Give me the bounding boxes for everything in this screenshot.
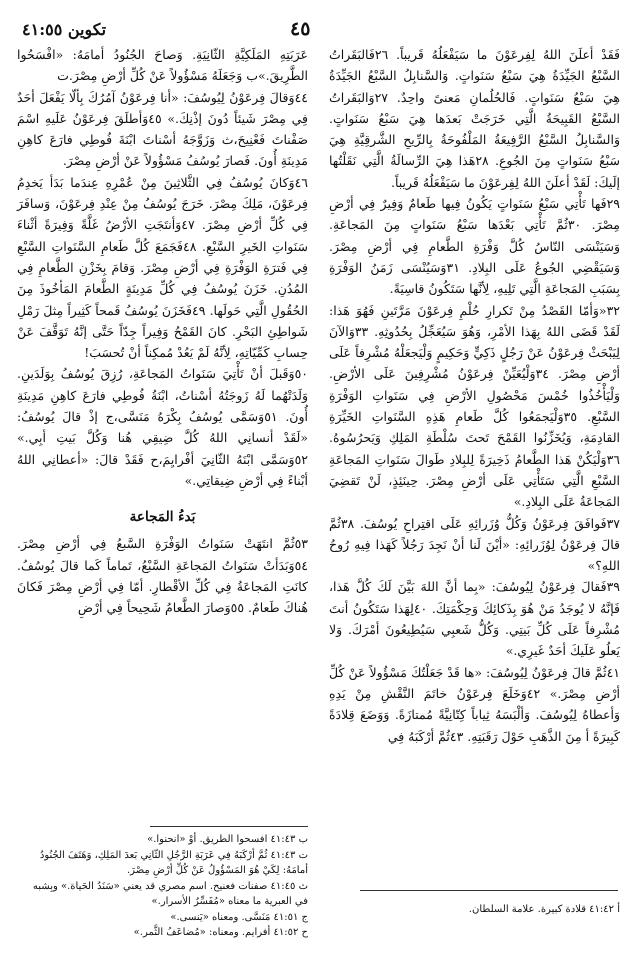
- paragraph: ٣٧فَوافَقَ فِرعَوْنُ وَكُلُّ وُزَرائِهِ عَلَى اقتِراحِ يُوسُفَ. ٣٨ثُمَّ قالَ فِرعَوْنُ لِوُزَرائِهِ: «أيْنَ لَنا أنْ نَجِدَ رَجُلاً كَهَذا فِيهِ رُوحُ اللهِ؟»: [329, 515, 620, 574]
- chapter-reference: تكوين ٤١:٥٥: [22, 20, 107, 39]
- footnote: ح ٤١:٥٢ أفرايم. ومعناه: «مُضاعَفُ الثَّمر.»: [133, 927, 308, 938]
- paragraph: ٤١ثُمَّ قالَ فِرعَوْنُ لِيُوسُفَ: «ها قَدْ جَعَلْتُكَ مَسْؤُولاً عَنْ كُلِّ أرْضِ مِصْرَ.» ٤٢وَخَلَعَ فِرعَوْنُ خاتَمَ النَّقْشِ مِنْ يَدِهِ وَأعطاهُ لِيُوسُفَ. وَألْبَسَهُ ثِياباً كِتّانِيَّةً مُمتازَةً. وَوَضَعَ قِلادَةً كَبِيرَةً أ مِنَ الذَّهَبِ حَوْلَ رَقَبَتِهِ. ٤٣ثُمَّ أرْكَبَهُ فِي: [329, 664, 620, 744]
- paragraph: ٤٤وَقالَ فِرعَوْنُ لِيُوسُفَ: «أنا فِرعَوْنُ آمُرُكَ بِألّا يَفْعَلَ أحَدٌ فِي مِصْرَ شَيئاً دُونَ إذْنِكَ.» ٤٥وَأطلَقَ فِرعَوْنُ عَلَيهِ اسْمَ صَفْناتَ فَعْنِيحَ،ث وَزَوَّجَهُ أسْناتَ ابْنَةَ فُوطِي فارَعَ كاهِنِ مَدِينَةِ أُونَ. فَصارَ يُوسُفُ مَسْؤُولاً عَنْ أرْضِ مِصْرَ.: [17, 89, 308, 169]
- left-footnotes: [17, 832, 308, 941]
- left-column: [17, 44, 308, 618]
- footnote: ث ٤١:٤٥ صفنات فعنيح. اسم مصري قد يعني «سَنَدُ الحَياة.» وبِشبه في العبرية ما معناه «مُفَسِّرُ الأسرار.»: [32, 880, 308, 907]
- paragraph: عَرَبَتِهِ المَلَكِيَّةِ الثّانِيَةِ. وَصاحَ الجُنُودُ أمامَهُ: «افْسَحُوا الطَّرِيقَ.»ب وَجَعَلَهُ مَسْؤُولاً عَنْ كُلِّ أرْضِ مِصْرَ.ت: [17, 47, 308, 84]
- paragraph: ٥٣ثُمَّ انتَهَتْ سَنَواتُ الوَفْرَةِ السَّبعُ فِي أرْضِ مِصْرَ. ٥٤وَبَدَأتْ سَنَواتُ المَجاعَةِ السَّبْعُ، تَماماً كَما قالَ يُوسُفُ. كانَتِ المَجاعَةُ فِي كُلِّ الأقْطارِ. أمّا فِي أرْضِ مِصْرَ فَكانَ هُناكَ طَعامٌ. ٥٥وَصارَ الطَّعامُ شَحِيحاً فِي أرْضِ: [17, 536, 308, 616]
- section-heading: بَدءُ المَجاعة: [129, 509, 196, 526]
- footnote: ب ٤١:٤٣ افسحوا الطريق. أوْ «انحنوا.»: [147, 834, 308, 845]
- right-column: [329, 44, 620, 747]
- paragraph: ٥٠وَقَبلَ أنْ تَأْتِيَ سَنَواتُ المَجاعَةِ، رُزِقَ يُوسُفُ بِوَلَدَينِ. وَلَدَتْهُما لَهُ زَوجَتُهُ أسْناتُ، ابْنَةُ فُوطِي فارَعَ كاهِنِ مَدِينَةِ أُونَ. ٥١وَسَمَّى يُوسُفُ بِكْرَهُ مَنَسَّى،ج إذْ قالَ يُوسُفُ: «لَقَدْ أنسانِي اللهُ كُلَّ ضِيقِي هُنا وَكُلَّ بَيتِ أبِي.» ٥٢وَسَمَّى ابْنَهُ الثّانِيَ أفْرايِمَ،ح فَقَدْ قالَ: «أعطانِي اللهُ أبْناءً فِي أرْضِ ضِيقاتِي.»: [17, 366, 308, 488]
- paragraph: ٣٢«وَأمّا القَصْدُ مِنْ تَكرارِ حُلْمِ فِرعَوْنَ مَرَّتَينِ فَهُوَ هَذا: لَقَدْ قَضَى اللهُ بِهَذا الأمْرِ، وَهُوَ سَيُعَجِّلُ بِحُدُوثِهِ. ٣٣وَالآنَ لِيَبْحَثْ فِرعَوْنُ عَنْ رَجُلٍ ذَكِيٍّ وَحَكِيمٍ وَلْيَجعَلْهُ مُشْرِفاً عَلَى أرْضِ مِصْرَ. ٣٤وَلْيُعَيِّنْ فِرعَوْنُ مُشْرِفِينَ عَلَى الأرْضِ. وَلْيَأْخُذُوا خُمْسَ مَحْصُولِ الأرْضِ فِي سَنَواتِ الوَفْرَةِ السَّبْعِ. ٣٥وَلْيَجمَعُوا كُلَّ طَعامِ هَذِهِ السَّنَواتِ الخَيِّرَةِ القادِمَةِ، وَيُخَزِّنُوا القَمْحَ تَحتَ سُلْطَةِ المَلِكِ وَيَحرُسُوهُ. ٣٦وَلْيَكُنْ هَذا الطَّعامُ ذَخِيرَةً لِلبِلادِ طَوالَ سَنَواتِ المَجاعَةِ السَّبْعِ الَّتِي سَتَأْتِي عَلَى أرْضِ مِصْرَ. حِينَئِذٍ، لَنْ تَقضِيَ المَجاعَةُ عَلَى البِلادِ.»: [329, 302, 621, 510]
- paragraph: فَقَدْ أعلَنَ اللهُ لِفِرعَوْنَ ما سَيَفْعَلُهُ قَريباً. ٢٦فَالبَقَراتُ السَّبْعُ الجَيِّدَةُ هِيَ سَبْعُ سَنَواتٍ. وَالسَّنابِلُ السَّبْعُ الجَيِّدَةُ هِيَ سَبْعُ سَنَواتٍ. فَالحُلُمانِ مَعنىً واحِدٌ. ٢٧وَالبَقَراتُ السَّبْعُ القَبِيحَةُ الَّتِي خَرَجَتْ بَعدَها هِيَ سَبْعُ سَنَواتٍ. وَالسَّنابِلُ السَّبْعُ الرَّفِيعَةُ المَلْفُوحَةُ بِالرِّيحِ الشَّرقِيَّةِ هِيَ سَبْعُ سَنَواتٍ مِنَ الجُوعِ. ٢٨هَذا هِيَ الرِّسالَةُ الَّتِي نَقَلْتُها إلَيكَ: لَقَدْ أعلَنَ اللهُ لِفِرعَوْنَ ما سَيَفْعَلُهُ قَريباً.: [329, 47, 620, 190]
- page-number: ٤٥: [290, 18, 311, 40]
- footnote: ج ٤١:٥١ مَنَسَّى. ومعناه «يَنسى.»: [170, 911, 308, 923]
- footnote-divider-right: [360, 890, 618, 891]
- footnote: ت ٤١:٤٣ ثُمَّ أرْكَبَهُ فِي عَرَبَةِ الرَّجُلِ الثّانِي بَعدَ المَلِكِ، وَهَتَفَ الجُنُودُ أمامَهُ: لِكَيْ هُوَ المَسْؤُولُ عَنْ كُلِّ أرْضِ مِصْرَ.: [39, 849, 308, 876]
- footnote: أ ٤١:٤٢ قلادة كبيرة. علامة السلطان.: [468, 904, 620, 915]
- footnote-divider-left: [150, 826, 308, 827]
- paragraph: ٣٩فَقالَ فِرعَوْنُ لِيُوسُفَ: «بِما أنَّ اللهَ بَيَّنَ لَكَ كُلَّ هَذا، فَإنَّهُ لا يُوجَدُ مَنْ هُوَ بِذَكائِكَ وَحِكْمَتِكَ. ٤٠لِهَذا سَتَكُونُ أنتَ مُشْرِفاً عَلَى كُلِّ بَيتِي. وَكُلُّ شَعبِي سَيُطِيعُونَ أمْرَكَ. وَلا يَعلُو عَلَيكَ أحَدٌ غَيرِي.»: [329, 579, 620, 659]
- right-footnotes: [340, 902, 620, 918]
- paragraph: ٤٦وَكانَ يُوسُفُ فِي الثَّلاثِينَ مِنْ عُمْرِهِ عِندَما بَدَأ يَخدِمُ فِرعَوْنَ، مَلِكَ مِصْرَ. خَرَجَ يُوسُفُ مِنْ عِنْدِ فِرعَوْنَ، وَسافَرَ فِي كُلِّ أرْضِ مِصْرَ. ٤٧وَأنتَجَتِ الأرْضُ غَلَّةً وَفِيرَةً أثْناءَ سَنَواتِ الخَيرِ السَّبْعِ. ٤٨فَجَمَعَ كُلَّ طَعامِ السَّنَواتِ السَّبْعِ فِي فَترَةِ الوَفْرَةِ فِي أرْضِ مِصْرَ. وَقامَ بِخَزْنِ الطَّعامِ فِي المُدُنِ. خَزَنَ يُوسُفُ فِي كُلِّ مَدِينَةٍ الطَّعامَ المَأخُوذَ مِنَ الحُقُولِ الَّتِي حَولَها. ٤٩فَخَزَنَ يُوسُفُ قَمحاً كَثِيراً مِثلَ رَمْلِ شَواطِئِ البَحْرِ. كانَ القَمْحُ وَفِيراً جِدّاً حَتَّى إنَّهُ تَوَقَّفَ عَنْ حِسابِ كَمِّيّاتِهِ، لِأنَّهُ لَمْ يَعُدْ مُمكِناً أنْ تُحسَبَ!: [17, 174, 308, 361]
- paragraph: ٢٩فَها تَأْتِي سَبْعُ سَنَواتٍ يَكُونُ فِيها طَعامٌ وَفِيرٌ فِي أرْضِ مِصْرَ. ٣٠ثُمَّ تَأْتِي بَعْدَها سَبْعُ سَنَواتٍ مِنَ المَجاعَةِ. وَسَيَنْسَى النّاسُ كُلَّ وَفْرَةِ الطَّعامِ فِي أرْضِ مِصْرَ. وَسَيَقْضِي الجُوعُ عَلَى البِلادِ. ٣١وَسَيُنْسَى زَمَنُ الوَفْرَةِ بِسَبَبِ المَجاعَةِ الَّتِي تَلِيهِ، لِأنَّها سَتَكُونُ قاسِيَةً.: [329, 196, 621, 297]
